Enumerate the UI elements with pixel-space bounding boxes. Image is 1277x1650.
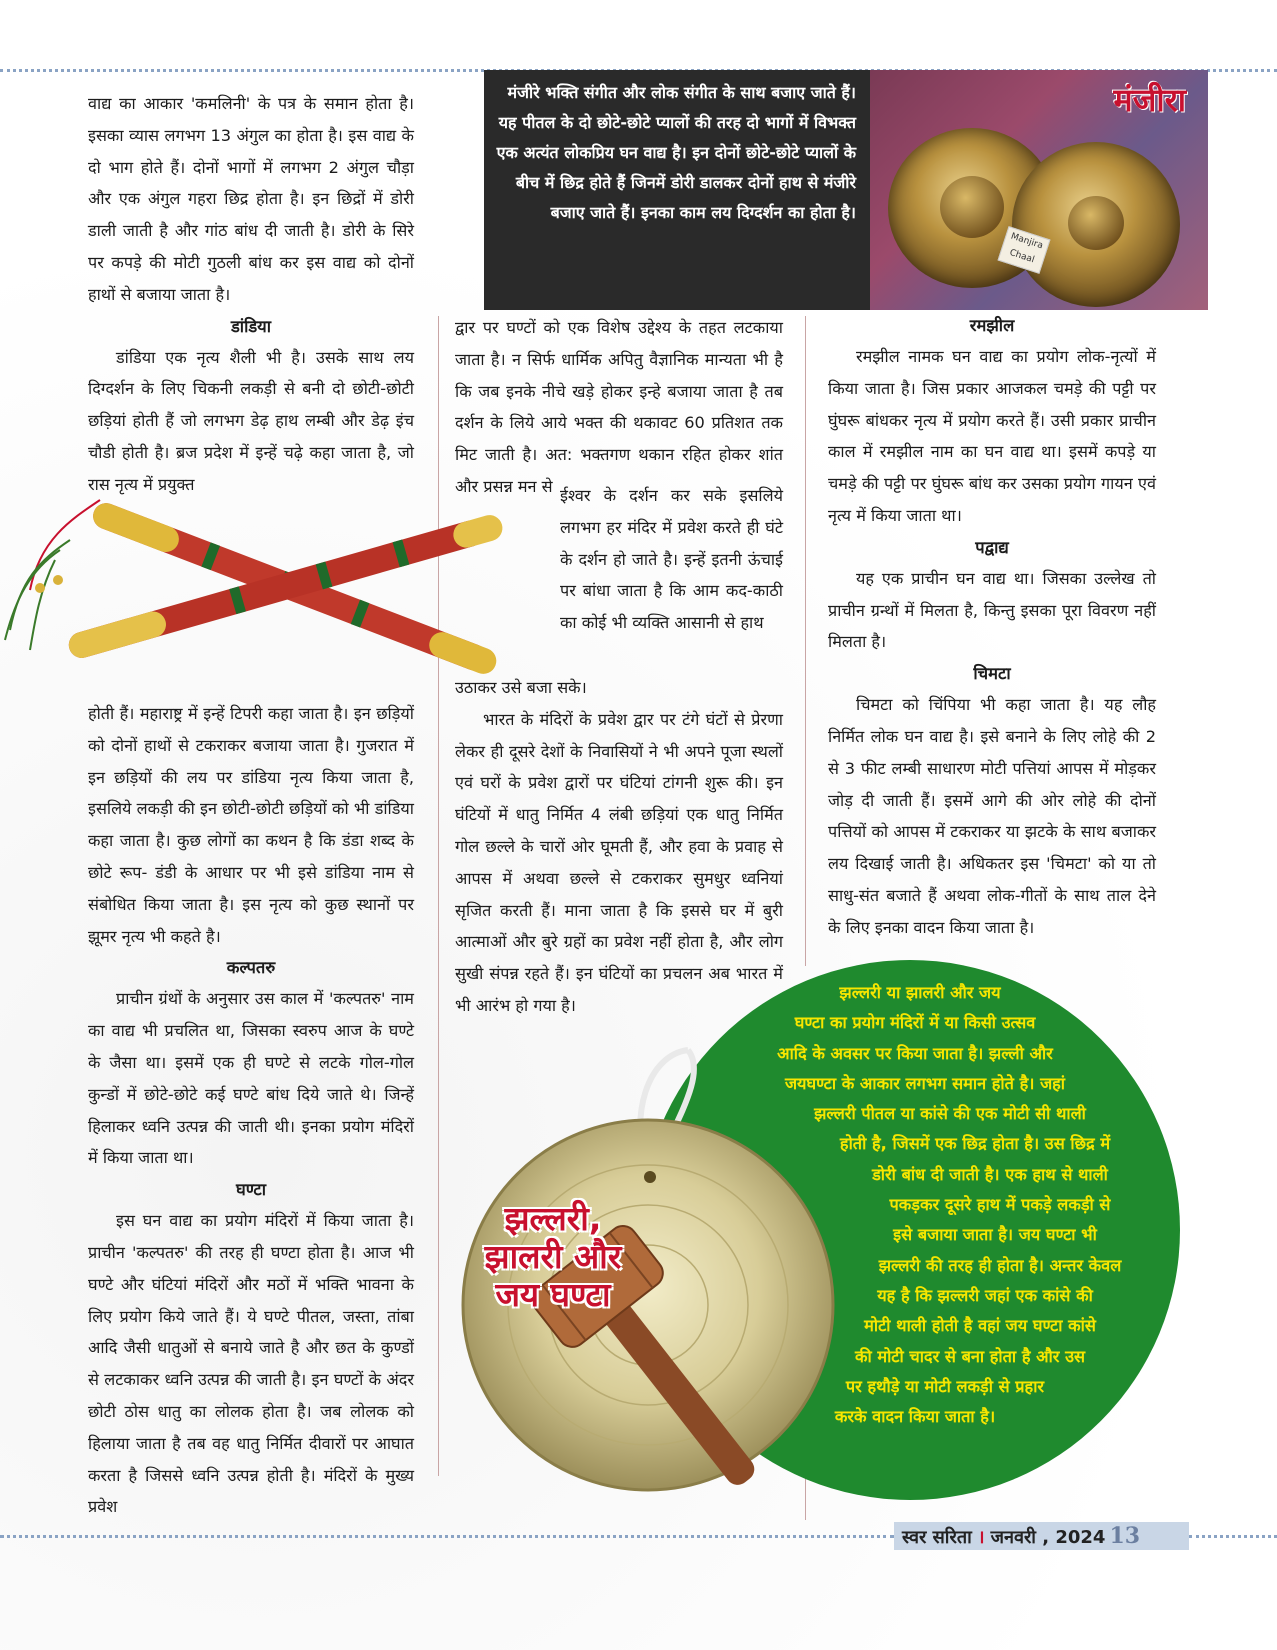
- magazine-name: स्वर सरिता: [902, 1527, 972, 1548]
- padvadya-paragraph: यह एक प्राचीन घन वाद्य था। जिसका उल्लेख तो प्राचीन ग्रन्थों में मिलता है, किन्तु इसका पूरा विवरण नहीं मिलता है।: [828, 568, 1156, 652]
- jhallari-line: घण्टा का प्रयोग मंदिरों में या किसी उत्सव: [794, 1013, 1036, 1033]
- jhallari-title-line: झालरी और: [484, 1237, 622, 1276]
- intro-paragraph: वाद्य का आकार 'कमलिनी' के पत्र के समान होता है। इसका व्यास लगभग 13 अंगुल का होता है। इस वाद्य के दो भाग होते हैं। दोनों भागों में लगभग 2 अंगुल चौड़ा और एक अंगुल गहरा छिद्र होता है। इन छिद्रों में डोरी डाली जाती है और गांठ बांध दी जाती है। डोरी के सिरे पर कपड़े की मोटी गुठली बांध कर इस वाद्य को दोनों हाथों से बजाया जाता है।: [88, 94, 414, 304]
- bottom-dotted-rule: [0, 1535, 894, 1538]
- ghanta-continued-narrow: ईश्वर के दर्शन कर सके इसलिये लगभग हर मंदिर में प्रवेश करते ही घंटे के दर्शन हो जाते है। इन्हें इतनी ऊंचाई पर बांधा जाता है कि आम कद-काठी का कोई भी व्यक्ति आसानी से हाथ: [560, 486, 783, 633]
- ghanta-heading: घण्टा: [236, 1180, 266, 1200]
- jhallari-line: पकड़कर दूसरे हाथ में पकड़े लकड़ी से: [889, 1195, 1111, 1215]
- jhallari-line: की मोटी चादर से बना होता है और उस: [854, 1346, 1086, 1366]
- page-number: 13: [1109, 1523, 1141, 1549]
- jhallari-title-line: झल्लरी,: [504, 1199, 602, 1238]
- jhallari-title: [468, 1200, 638, 1314]
- column-2-top: [455, 312, 783, 503]
- jhallari-line: पर हथौड़े या मोटी लकड़ी से प्रहार: [845, 1376, 1045, 1396]
- manjira-cymbal-right: [1012, 142, 1180, 307]
- jhallari-title-line: जय घण्टा: [495, 1275, 611, 1314]
- column-2-bottom: [455, 672, 783, 1022]
- page-footer: [894, 1522, 1189, 1550]
- dandiya-tassel: [5, 500, 100, 650]
- manjira-photo-title: मंजीरा: [1113, 81, 1186, 119]
- bottom-dotted-rule-right: [1189, 1535, 1277, 1538]
- ramjheel-heading: रमझील: [969, 316, 1015, 335]
- column-1-top: [88, 88, 414, 501]
- kalptaru-heading: कल्पतरु: [226, 958, 276, 978]
- dandiya-heading: डांडिया: [230, 316, 272, 336]
- manjira-price-tag: Manjira Chaal: [998, 226, 1051, 274]
- jhallari-line: करके वादन किया जाता है।: [834, 1407, 996, 1427]
- wind-chimes-paragraph: भारत के मंदिरों के प्रवेश द्वार पर टंगे घंटों से प्रेरणा लेकर ही दूसरे देशों के निवासियों ने भी अपने पूजा स्थलों एवं घरों के प्रवेश द्वारों पर घंटियां टांगनी शुरू की। इन घंटियों में धातु निर्मित 4 लंबी छड़ियां एक धातु निर्मित गोल छल्ले के चारों ओर घूमती हैं, और हवा के प्रवाह से आपस में अथवा छल्ले से टकराकर सुमधुर ध्वनियां सृजित करती हैं। माना जाता है कि इससे घर में बुरी आत्माओं और बुरे ग्रहों का प्रवेश नहीं होता है, और लोग सुखी संपन्न रहते हैं। इन घंटियों का प्रचलन अब भारत में भी आरंभ हो गया है।: [455, 709, 783, 1015]
- jhallari-line: झल्लरी या झालरी और जय: [839, 983, 1001, 1002]
- jhallari-line: यह है कि झल्लरी जहां एक कांसे की: [877, 1285, 1093, 1305]
- jhallari-line: मोटी थाली होती है वहां जय घण्टा कांसे: [864, 1316, 1096, 1336]
- column-2-narrow: [560, 480, 783, 639]
- ramjheel-paragraph: रमझील नामक घन वाद्य का प्रयोग लोक-नृत्यों में किया जाता है। जिस प्रकार आजकल चमड़े की पट्टी पर घुंघरू बांधकर नृत्य में प्रयोग करते हैं। उसी प्रकार प्राचीन काल में रमझील नाम का घन वाद्य था। इसमें कपड़े या चमड़े की पट्टी पर घुंघरू बांध कर उसका प्रयोग गायन एवं नृत्य में किया जाता था।: [828, 347, 1156, 525]
- jhallari-line: आदि के अवसर पर किया जाता है। झल्ली और: [777, 1043, 1053, 1063]
- issue-date: जनवरी , 2024: [990, 1527, 1106, 1548]
- dandiya-sticks-image: [0, 480, 560, 690]
- manjira-caption-text: मंजीरे भक्ति संगीत और लोक संगीत के साथ बजाए जाते हैं। यह पीतल के दो छोटे-छोटे प्यालों की तरह दो भागों में विभक्त एक अत्यंत लोकप्रिय घन वाद्य है। इन दोनों छोटे-छोटे प्यालों के बीच में छिद्र होते हैं जिनमें डोरी डालकर दोनों हाथ से मंजीरे बजाए जाते हैं। इनका काम लय दिग्दर्शन का होता है।: [496, 83, 856, 222]
- jhallari-line: डोरी बांध दी जाती है। एक हाथ से थाली: [872, 1164, 1108, 1184]
- jhallari-line: झल्लरी की तरह ही होता है। अन्तर केवल: [878, 1255, 1122, 1275]
- ghanta-paragraph: इस घन वाद्य का प्रयोग मंदिरों में किया जाता है। प्राचीन 'कल्पतरु' की तरह ही घण्टा होता है। आज भी घण्टे और घंटियां मंदिरों और मठों में भक्ति भावना के लिए प्रयोग किये जाते हैं। ये घण्टे पीतल, जस्ता, तांबा आदि जैसी धातुओं से बनाये जाते है और छत के कुण्डों से लटकाकर ध्वनि उत्पन्न की जाती है। इन घण्टों के अंदर छोटी ठोस धातु का लोलक होता है। जब लोलक को हिलाया जाता है तब वह धातु निर्मित दीवारों पर आघात करता है जिससे ध्वनि उत्पन्न होती है। मंदिरों के मुख्य प्रवेश: [88, 1211, 414, 1517]
- jhallari-line: इसे बजाया जाता है। जय घण्टा भी: [893, 1225, 1097, 1245]
- column-1-bottom: [88, 698, 414, 1523]
- padvadya-heading: पद्वाद्य: [975, 537, 1009, 557]
- ghanta-continued-end: उठाकर उसे बजा सके।: [455, 678, 587, 697]
- footer-separator: ।: [977, 1527, 985, 1548]
- jhallari-line: होती है, जिसमें एक छिद्र होता है। उस छिद्र में: [839, 1134, 1111, 1154]
- jhallari-line: जयघण्टा के आकार लगभग समान होते है। जहां: [784, 1073, 1066, 1093]
- dandiya-paragraph-b: होती हैं। महाराष्ट्र में इन्हें टिपरी कहा जाता है। इन छड़ियों को दोनों हाथों से टकराकर बजाया जाता है। गुजरात में इन छड़ियों की लय पर डांडिया नृत्य किया जाता है, इसलिये लकड़ी की इन छोटी-छोटी छड़ियों को भी डांडिया कहा जाता है। कुछ लोगों का कथन है कि डंडा शब्द के छोटे रूप- डंडी के आधार पर भी इसे डांडिया नाम से संबोधित किया जाता है। इस नृत्य को कुछ स्थानों पर झूमर नृत्य भी कहते है।: [88, 704, 414, 946]
- jhallari-line: झल्लरी पीतल या कांसे की एक मोटी सी थाली: [814, 1104, 1086, 1124]
- dandiya-paragraph-a: डांडिया एक नृत्य शैली भी है। उसके साथ लय दिग्दर्शन के लिए चिकनी लकड़ी से बनी दो छोटी-छोटी छड़ियां होती हैं जो लगभग डेढ़ हाथ लम्बी और डेढ़ इंच चौडी होती है। ब्रज प्रदेश में इन्हें चढ़े कहा जाता है, जो रास नृत्य में प्रयुक्त: [88, 347, 414, 494]
- manjira-caption-box: [484, 70, 870, 310]
- chimta-paragraph: चिमटा को चिंपिया भी कहा जाता है। यह लौह निर्मित लोक घन वाद्य है। इसे बनाने के लिए लोहे की 2 से 3 फीट लम्बी साधारण मोटी पत्तियां आपस में मोड़कर जोड़ दी जाती हैं। इसमें आगे की ओर लोहे की दोनों पत्तियों को आपस में टकराकर या झटके के साथ बजाकर लय दिखाई जाती है। अधिकतर इस 'चिमटा' को या तो साधु-संत बजाते हैं अथवा लोक-गीतों के साथ ताल देने के लिए इनका वादन किया जाता है।: [828, 695, 1156, 937]
- column-rule-2: [805, 316, 806, 966]
- column-3: [828, 310, 1156, 944]
- ghanta-continued-paragraph: द्वार पर घण्टों को एक विशेष उद्देश्य के तहत लटकाया जाता है। न सिर्फ धार्मिक अपितु वैज्ञानिक मान्यता भी है कि जब इनके नीचे खड़े होकर इन्हे बजाया जाता है तब दर्शन के लिये आये भक्त की थकावट 60 प्रतिशत तक मिट जाती है। अत: भक्तगण थकान रहित होकर शांत और प्रसन्न मन से: [455, 318, 783, 496]
- kalptaru-paragraph: प्राचीन ग्रंथों के अनुसार उस काल में 'कल्पतरु' नाम का वाद्य भी प्रचलित था, जिसका स्वरुप आज के घण्टे के जैसा था। इसमें एक ही घण्टे से लटके गोल-गोल कुन्डों में छोटे-छोटे कई घण्टे बांध दिये जाते थे। जिन्हें हिलाकर ध्वनि उत्पन्न की जाती थी। इनका प्रयोग मंदिरों में किया जाता था।: [88, 989, 414, 1168]
- chimta-heading: चिमटा: [973, 664, 1011, 684]
